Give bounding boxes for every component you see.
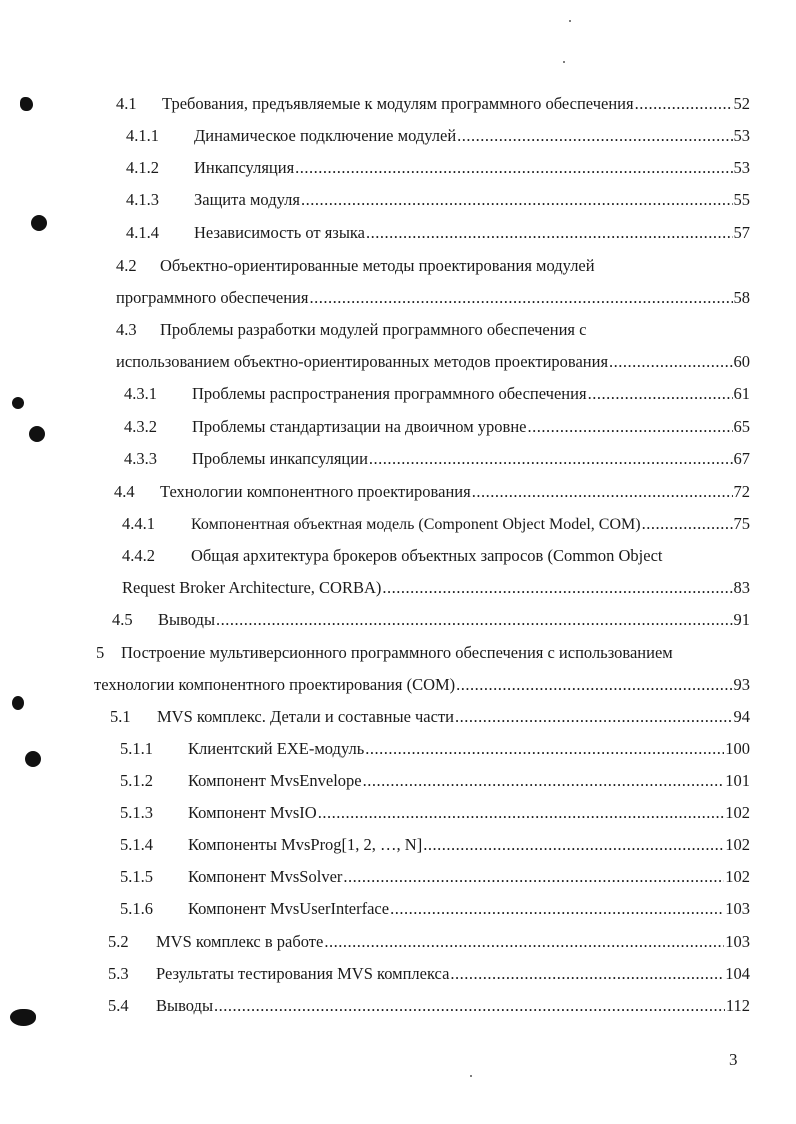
entry-number: 4.1.1 (126, 126, 159, 145)
scan-speck (563, 61, 565, 63)
scan-speck (470, 1075, 472, 1077)
punch-hole-mark (29, 426, 45, 442)
toc-entry-4-3-3[interactable] (124, 448, 750, 470)
entry-number: 4.4.1 (122, 514, 155, 533)
toc-entry-4-2-continuation[interactable] (116, 287, 750, 309)
toc-entry-4-3[interactable] (116, 319, 750, 341)
toc-entry-5-3[interactable] (108, 963, 750, 985)
entry-page: 102 (725, 803, 750, 822)
dot-leader (472, 481, 733, 503)
entry-number: 4.1 (116, 94, 137, 113)
dot-leader (369, 448, 733, 470)
entry-title-continuation: технологии компонентного проектирования (COM) (94, 675, 456, 694)
entry-page: 102 (725, 867, 750, 886)
toc-entry-4-3-1[interactable] (124, 383, 750, 405)
toc-entry-5-1-6[interactable] (120, 898, 750, 920)
entry-title-continuation: программного обеспечения (116, 288, 309, 307)
entry-number: 5.1.5 (120, 867, 153, 886)
toc-entry-5-1-1[interactable] (120, 738, 750, 760)
entry-number: 4.3.2 (124, 417, 157, 436)
entry-title: Технологии компонентного проектирования (160, 482, 471, 501)
dot-leader (301, 189, 733, 211)
dot-leader (363, 770, 725, 792)
entry-title: Независимость от языка (194, 223, 365, 242)
dot-leader (528, 416, 733, 438)
dot-leader (324, 931, 724, 953)
dot-leader (642, 513, 733, 535)
entry-title: Общая архитектура брокеров объектных запросов (Common Object (191, 546, 663, 565)
dot-leader (635, 93, 733, 115)
entry-title: Результаты тестирования MVS комплекса (156, 964, 450, 983)
entry-title-continuation: использованием объектно-ориентированных методов проектирования (116, 352, 609, 371)
entry-number: 4.5 (112, 610, 133, 629)
entry-page: 75 (733, 514, 750, 533)
dot-leader (214, 995, 725, 1017)
entry-title: Компонент MvsUserInterface (188, 899, 390, 918)
entry-page: 53 (733, 126, 750, 145)
toc-entry-4-1-4[interactable] (126, 222, 750, 244)
entry-title: Компонент MvsEnvelope (188, 771, 362, 790)
entry-page: 91 (733, 610, 750, 629)
entry-page: 102 (725, 835, 750, 854)
dot-leader (295, 157, 732, 179)
entry-number: 4.4 (114, 482, 135, 501)
toc-entry-4-1[interactable] (116, 93, 750, 115)
entry-page: 58 (733, 288, 750, 307)
entry-title: Защита модуля (194, 190, 300, 209)
entry-page: 83 (733, 578, 750, 597)
punch-hole-mark (25, 751, 41, 767)
entry-number: 5.1.2 (120, 771, 153, 790)
entry-page: 72 (733, 482, 750, 501)
toc-entry-4-4-2[interactable] (122, 545, 750, 567)
entry-page: 103 (725, 899, 750, 918)
punch-hole-mark (12, 696, 24, 710)
entry-title: Компонентная объектная модель (Component Object Model, COM) (191, 516, 641, 533)
entry-number: 4.3 (116, 320, 137, 339)
toc-entry-4-1-3[interactable] (126, 189, 750, 211)
entry-page: 61 (733, 384, 750, 403)
punch-hole-mark (10, 1009, 36, 1026)
dot-leader (382, 577, 732, 599)
entry-number: 4.1.4 (126, 223, 159, 242)
toc-entry-4-1-1[interactable] (126, 125, 750, 147)
entry-page: 53 (733, 158, 750, 177)
page-number: 3 (729, 1050, 738, 1069)
dot-leader (365, 738, 724, 760)
entry-page: 55 (733, 190, 750, 209)
punch-hole-mark (12, 397, 24, 409)
dot-leader (423, 834, 724, 856)
dot-leader (455, 706, 733, 728)
toc-entry-5-continuation[interactable] (94, 674, 750, 696)
entry-title: Проблемы разработки модулей программного обеспечения с (160, 320, 587, 339)
entry-number: 4.2 (116, 256, 137, 275)
toc-entry-5-4[interactable] (108, 995, 750, 1017)
toc-entry-5-1-5[interactable] (120, 866, 750, 888)
toc-entry-4-4-1[interactable] (122, 513, 750, 535)
toc-entry-5-1-2[interactable] (120, 770, 750, 792)
entry-number: 5.1.3 (120, 803, 153, 822)
entry-number: 4.1.3 (126, 190, 159, 209)
dot-leader (450, 963, 724, 985)
entry-page: 60 (733, 352, 750, 371)
dot-leader (343, 866, 724, 888)
entry-title: Компоненты MvsProg[1, 2, …, N] (188, 835, 423, 854)
toc-entry-5-1-4[interactable] (120, 834, 750, 856)
dot-leader (309, 287, 732, 309)
entry-title: Проблемы распространения программного обеспечения (192, 384, 587, 403)
entry-title: Компонент MvsIO (188, 803, 317, 822)
punch-hole-mark (20, 97, 33, 111)
entry-title: Динамическое подключение модулей (194, 126, 457, 145)
dot-leader (588, 383, 733, 405)
entry-number: 5.3 (108, 964, 129, 983)
entry-number: 4.3.1 (124, 384, 157, 403)
entry-number: 4.1.2 (126, 158, 159, 177)
toc-entry-4-5[interactable] (112, 609, 750, 631)
entry-title: MVS комплекс в работе (156, 932, 324, 951)
toc-entry-4-2[interactable] (116, 255, 750, 277)
toc-entry-5-1-3[interactable] (120, 802, 750, 824)
entry-page: 104 (725, 964, 750, 983)
dot-leader (366, 222, 733, 244)
entry-title: MVS комплекс. Детали и составные части (157, 707, 454, 726)
entry-title: Клиентский EXE-модуль (188, 739, 365, 758)
entry-number: 4.3.3 (124, 449, 157, 468)
toc-entry-4-4[interactable] (114, 481, 750, 503)
entry-page: 65 (733, 417, 750, 436)
toc-entry-4-1-2[interactable] (126, 157, 750, 179)
entry-page: 67 (733, 449, 750, 468)
toc-entry-5-1[interactable] (110, 706, 750, 728)
entry-number: 5 (96, 643, 105, 662)
entry-title: Инкапсуляция (194, 158, 295, 177)
entry-page: 93 (733, 675, 750, 694)
entry-page: 94 (733, 707, 750, 726)
toc-entry-4-3-continuation[interactable] (116, 351, 750, 373)
entry-number: 5.1.1 (120, 739, 153, 758)
punch-hole-mark (31, 215, 47, 231)
entry-number: 5.4 (108, 996, 129, 1015)
entry-page: 103 (725, 932, 750, 951)
entry-number: 5.1.4 (120, 835, 153, 854)
entry-title: Выводы (158, 610, 216, 629)
scan-speck (569, 20, 571, 22)
entry-title: Выводы (156, 996, 214, 1015)
toc-entry-5[interactable] (96, 642, 750, 664)
entry-title: Требования, предъявляемые к модулям программного обеспечения (162, 94, 634, 113)
dot-leader (318, 802, 725, 824)
entry-title-continuation: Request Broker Architecture, CORBA) (122, 578, 382, 597)
dot-leader (457, 125, 732, 147)
entry-page: 57 (733, 223, 750, 242)
toc-entry-4-4-2-continuation[interactable] (122, 577, 750, 599)
entry-number: 5.1 (110, 707, 131, 726)
toc-entry-5-2[interactable] (108, 931, 750, 953)
entry-title: Компонент MvsSolver (188, 867, 343, 886)
entry-title: Проблемы стандартизации на двоичном уровне (192, 417, 527, 436)
entry-number: 4.4.2 (122, 546, 155, 565)
entry-page: 112 (725, 996, 750, 1015)
entry-page: 52 (733, 94, 750, 113)
entry-title: Проблемы инкапсуляции (192, 449, 368, 468)
dot-leader (390, 898, 724, 920)
entry-number: 5.2 (108, 932, 129, 951)
entry-page: 101 (725, 771, 750, 790)
dot-leader (216, 609, 732, 631)
entry-page: 100 (725, 739, 750, 758)
entry-number: 5.1.6 (120, 899, 153, 918)
dot-leader (456, 674, 732, 696)
dot-leader (609, 351, 732, 373)
entry-title: Построение мультиверсионного программного обеспечения с использованием (121, 643, 673, 662)
toc-entry-4-3-2[interactable] (124, 416, 750, 438)
entry-title: Объектно-ориентированные методы проектирования модулей (160, 256, 595, 275)
